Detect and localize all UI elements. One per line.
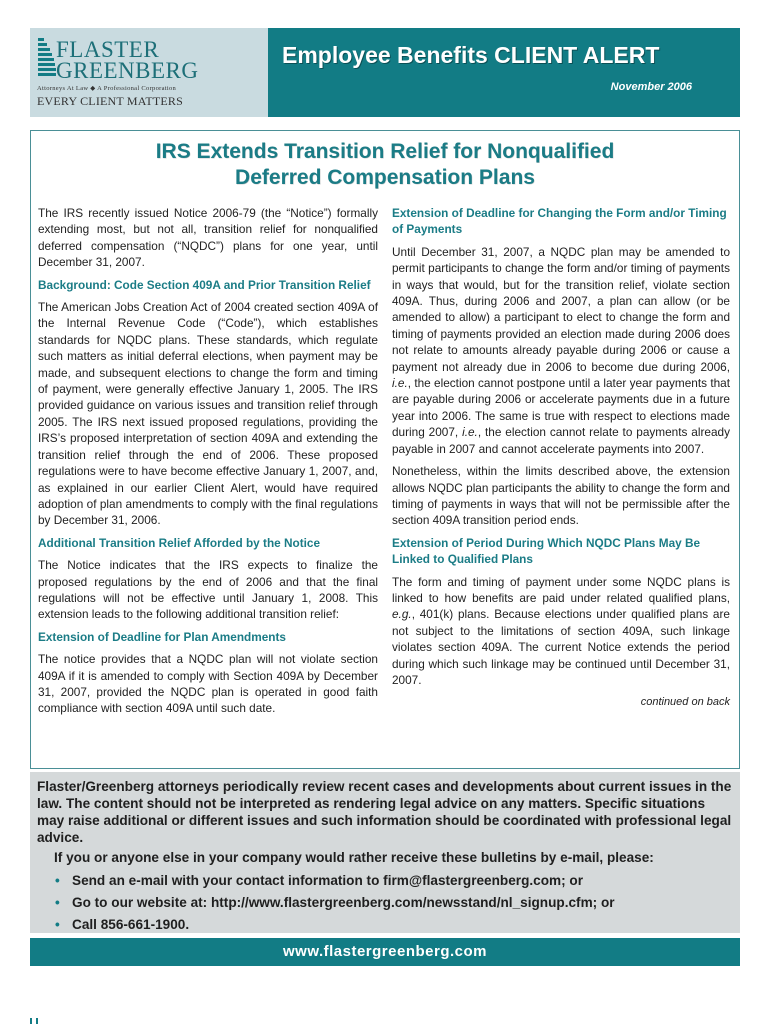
header-banner — [30, 28, 740, 117]
contact-phone-item: Call 856-661-1900. — [72, 917, 190, 932]
article-title — [31, 139, 739, 191]
disclaimer-text: Flaster/Greenberg attorneys periodically review recent cases and developments about current issues in the law. The content should not be interpreted as rendering legal advice on any matters. Specific situations may raise additional or different issues and such information should be coordinated with professional legal advice. — [37, 779, 732, 845]
contact-list — [37, 870, 733, 936]
left-column — [38, 205, 378, 723]
alert-title: Employee Benefits CLIENT ALERT — [282, 42, 660, 68]
background-paragraph: The American Jobs Creation Act of 2004 created section 409A of the Internal Revenue Code (“Code”), which establishes standards for NQDC plans. These standards, which regulate such matters as initial deferral elections, when payment may be made, and subsequent elections to change the form and timing of payment, were generally effective January 1, 2005. The IRS provided guidance on various issues and transition relief through 2005. The IRS next issued proposed regulations, providing the IRS’s proposed interpretation of section 409A and extending the transition relief through the end of 2006. These proposed regulations were to have become effective January 1, 2007, and, as explained in our earlier Client Alert, would have required adoption of plan amendments to comply with the final regulations by December 31, 2006. — [38, 300, 378, 528]
right-column — [392, 205, 730, 711]
firm-motto: EVERY CLIENT MATTERS — [37, 94, 184, 108]
plan-amendments-paragraph: The notice provides that a NQDC plan will not violate section 409A if it is amended to comply with Section 409A by December 31, 2007, provided the NQDC plan is operated in good faith compliance with section 409A until such date. — [38, 652, 378, 716]
intro-paragraph: The IRS recently issued Notice 2006-79 (the “Notice”) formally extending most, but not all, transition relief for nonqualified deferred compensation (“NQDC”) plans for one year, until December 31, 2007. — [38, 206, 378, 270]
linked-period-paragraph: The form and timing of payment under some NQDC plans is linked to how benefits are paid under related qualified plans, e.g., 401(k) plans. Because elections under qualified plans are not subject to the limitations of section 409A, such linkage violates section 409A. The current Notice extends the period during which such linkage may be continued until December 31, 2007. — [392, 574, 730, 687]
contact-website-item: Go to our website at: http://www.flastergreenberg.com/newsstand/nl_signup.cfm; or — [72, 895, 615, 910]
article-title-line1: IRS Extends Transition Relief for Nonqualified — [155, 140, 615, 163]
list-item — [54, 914, 733, 936]
section-heading-linked-period: Extension of Period During Which NQDC Plans May Be Linked to Qualified Plans — [392, 535, 701, 567]
changing-form-paragraph: Until December 31, 2007, a NQDC plan may be amended to permit participants to change the form and/or timing of payments in ways that would, but for the transition relief, violate section 409A. Thus, during 2006 and 2007, a plan can allow (or be amended to allow) a participant to elect to change the form and timing of payments provided an election made during 2006 does not relate to amounts already payable during 2006 or cause a payment not already due in 2006 to become due during 2006, i.e., the election cannot postpone until a later year payments that are payable during 2006 or accelerate payments due in a future year into 2006. The same is true with respect to elections made during 2007, i.e., the election cannot relate to payments already payable in 2007 and cannot accelerate payments into 2007. — [392, 244, 730, 456]
article-title-line2: Deferred Compensation Plans — [235, 166, 535, 189]
alert-date: November 2006 — [610, 81, 692, 93]
bullet-icon: • — [55, 873, 60, 888]
firm-tagline: Attorneys At Law ◆ A Professional Corporation — [37, 85, 177, 92]
bullet-icon: • — [55, 895, 60, 910]
logo-stripes-icon — [38, 38, 56, 76]
next-page-logo-fragment-icon — [30, 1018, 90, 1024]
firm-logo — [30, 28, 268, 117]
contact-email-item: Send an e-mail with your contact information to firm@flastergreenberg.com; or — [72, 873, 584, 888]
limits-paragraph: Nonetheless, within the limits described above, the extension allows NQDC plan participants the ability to change the form and timing of payments in ways that will not be permissible after the section 409A transition period ends. — [392, 464, 730, 528]
continued-on-back: continued on back — [640, 696, 730, 709]
footer-website-bar[interactable]: www.flastergreenberg.com — [30, 938, 740, 966]
list-item — [54, 892, 733, 914]
firm-name-line2: GREENBERG — [56, 58, 199, 83]
additional-relief-paragraph: The Notice indicates that the IRS expects to finalize the proposed regulations by the end of 2006 and that the final regulations will not be effective until January 1, 2008. This extension leads to the following additional transition relief: — [38, 558, 378, 622]
section-heading-additional-relief: Additional Transition Relief Afforded by the Notice — [38, 535, 321, 550]
section-heading-plan-amendments: Extension of Deadline for Plan Amendments — [38, 629, 286, 644]
list-item — [54, 870, 733, 892]
section-heading-background: Background: Code Section 409A and Prior Transition Relief — [38, 277, 371, 292]
firm-name-line1: FLASTER — [56, 37, 160, 62]
email-subscribe-prompt: If you or anyone else in your company would rather receive these bulletins by e-mail, please: — [54, 850, 654, 865]
disclaimer-box — [30, 772, 740, 933]
section-heading-changing-form: Extension of Deadline for Changing the Form and/or Timing of Payments — [392, 206, 727, 237]
article-box — [30, 130, 740, 769]
bullet-icon: • — [55, 917, 60, 932]
